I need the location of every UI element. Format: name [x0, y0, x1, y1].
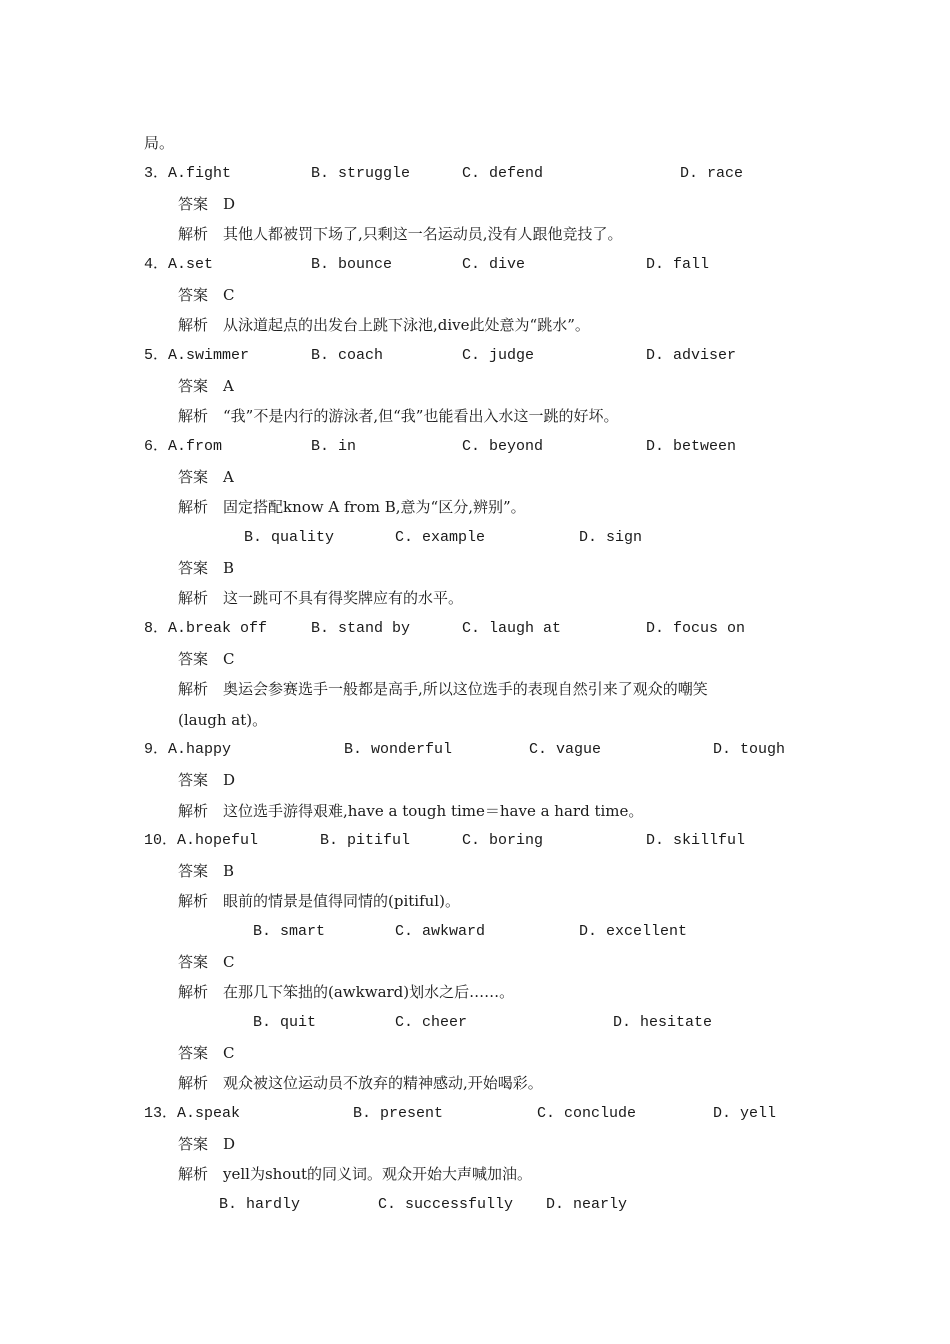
answer-line: 答案 C [178, 650, 235, 668]
option-b: B. present [353, 1105, 444, 1122]
option-b: B. wonderful [344, 741, 453, 758]
option-c: C. boring [462, 832, 544, 849]
answer-line: 答案 D [178, 1135, 236, 1153]
option-c: C. successfully [378, 1196, 514, 1213]
answer-line: 答案 B [178, 559, 235, 577]
question-number-option-a: 4．A.set [144, 256, 214, 273]
option-d: D. hesitate [613, 1014, 713, 1031]
option-c: C. example [395, 529, 486, 546]
explanation-line: 解析 在那几下笨拙的(awkward)划水之后……。 [178, 983, 515, 1001]
option-d: D. yell [713, 1105, 777, 1122]
question-number-option-a: 3．A.fight [144, 165, 232, 182]
option-d: D. between [646, 438, 737, 455]
question-number-option-a: 10．A.hopeful [144, 832, 259, 849]
explanation-line: 解析 眼前的情景是值得同情的(pitiful)。 [178, 892, 460, 910]
option-b: B. smart [253, 923, 326, 940]
question-number-option-a: 9．A.happy [144, 741, 232, 758]
option-d: D. focus on [646, 620, 746, 637]
option-c: C. defend [462, 165, 544, 182]
explanation-line: 解析 yell为shout的同义词。观众开始大声喊加油。 [178, 1165, 533, 1183]
option-c: C. awkward [395, 923, 486, 940]
option-d: D. sign [579, 529, 643, 546]
explanation-line: 解析 固定搭配know A from B,意为“区分,辨别”。 [178, 498, 526, 516]
explanation-line: 解析 从泳道起点的出发台上跳下泳池,dive此处意为“跳水”。 [178, 316, 590, 334]
option-c: C. dive [462, 256, 526, 273]
explanation-line: 解析 奥运会参赛选手一般都是高手,所以这位选手的表现自然引来了观众的嘲笑 [178, 680, 708, 698]
explanation-line-continued: (laugh at)。 [178, 711, 268, 729]
answer-line: 答案 C [178, 1044, 235, 1062]
option-c: C. cheer [395, 1014, 468, 1031]
option-b: B. in [311, 438, 357, 455]
question-number-option-a: 8．A.break off [144, 620, 268, 637]
option-b: B. struggle [311, 165, 411, 182]
explanation-line: 解析 观众被这位运动员不放弃的精神感动,开始喝彩。 [178, 1074, 543, 1092]
option-b: B. bounce [311, 256, 393, 273]
answer-line: 答案 A [178, 377, 234, 395]
option-d: D. fall [646, 256, 710, 273]
question-number-option-a: 6．A.from [144, 438, 223, 455]
option-d: D. nearly [546, 1196, 628, 1213]
option-d: D. excellent [579, 923, 688, 940]
option-b: B. pitiful [320, 832, 411, 849]
option-c: C. vague [529, 741, 602, 758]
explanation-line: 解析 这一跳可不具有得奖牌应有的水平。 [178, 589, 464, 607]
answer-line: 答案 D [178, 771, 236, 789]
explanation-line: 解析 “我”不是内行的游泳者,但“我”也能看出入水这一跳的好坏。 [178, 407, 619, 425]
answer-line: 答案 C [178, 286, 235, 304]
question-number-option-a: 13．A.speak [144, 1105, 241, 1122]
answer-line: 答案 A [178, 468, 234, 486]
option-b: B. coach [311, 347, 384, 364]
option-b: B. stand by [311, 620, 411, 637]
option-d: D. adviser [646, 347, 737, 364]
answer-line: 答案 D [178, 195, 236, 213]
option-d: D. race [680, 165, 744, 182]
option-c: C. beyond [462, 438, 544, 455]
answer-line: 答案 C [178, 953, 235, 971]
option-c: C. conclude [537, 1105, 637, 1122]
option-d: D. tough [713, 741, 786, 758]
text-line: 局。 [144, 134, 175, 152]
question-number-option-a: 5．A.swimmer [144, 347, 250, 364]
explanation-line: 解析 这位选手游得艰难,have a tough time＝have a hard time。 [178, 802, 644, 820]
option-c: C. judge [462, 347, 535, 364]
explanation-line: 解析 其他人都被罚下场了,只剩这一名运动员,没有人跟他竞技了。 [178, 225, 623, 243]
option-b: B. quit [253, 1014, 317, 1031]
option-d: D. skillful [646, 832, 746, 849]
option-b: B. quality [244, 529, 335, 546]
option-b: B. hardly [219, 1196, 301, 1213]
option-c: C. laugh at [462, 620, 562, 637]
answer-line: 答案 B [178, 862, 235, 880]
